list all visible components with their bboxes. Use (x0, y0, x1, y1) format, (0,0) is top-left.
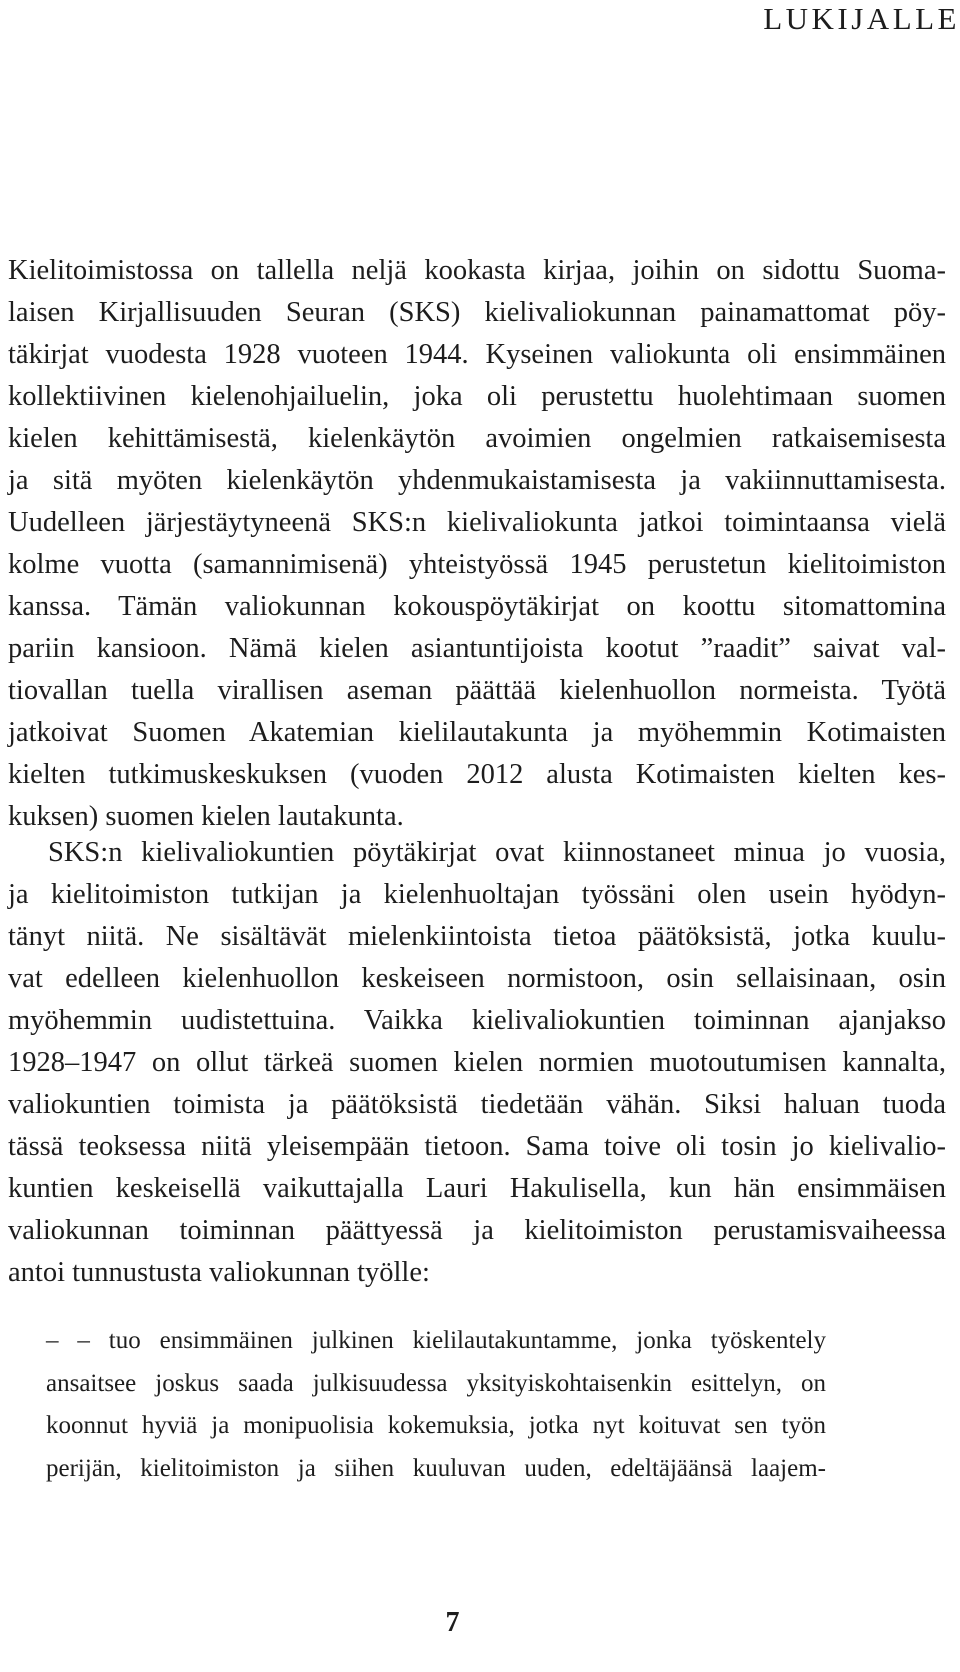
page-number: 7 (445, 1607, 460, 1638)
text-line: valiokunnan toiminnan päättyessä ja kielitoimiston perustamisvaiheessa (8, 1215, 946, 1246)
text-line: kolme vuotta (samannimisenä) yhteistyössä 1945 perustetun kielitoimiston (8, 549, 946, 580)
quote-line: – – tuo ensimmäinen julkinen kielilautakuntamme, jonka työskentely (46, 1327, 826, 1354)
text-line: tiovallan tuella virallisen aseman päättää kielenhuollon normeista. Työtä (8, 675, 946, 706)
text-line: kollektiivinen kielenohjailuelin, joka oli perustettu huolehtimaan suomen (8, 381, 946, 412)
text-line: SKS:n kielivaliokuntien pöytäkirjat ovat kiinnostaneet minua jo vuosia, (48, 837, 946, 868)
quote-line: koonnut hyviä ja monipuolisia kokemuksia, jotka nyt koituvat sen työn (46, 1412, 826, 1439)
text-line: ja kielitoimiston tutkijan ja kielenhuoltajan työssäni olen usein hyödyn- (8, 879, 946, 910)
text-line: tässä teoksessa niitä yleisempään tietoon. Sama toive oli tosin jo kielivalio- (8, 1131, 946, 1162)
quote-line: perijän, kielitoimiston ja siihen kuuluvan uuden, edeltäjäänsä laajem- (46, 1454, 826, 1482)
quote-line: ansaitsee joskus saada julkisuudessa yksityiskohtaisenkin esittelyn, on (46, 1369, 826, 1397)
block-quote (46, 1320, 826, 1490)
text-line: kanssa. Tämän valiokunnan kokouspöytäkirjat on koottu sitomattomina (8, 591, 946, 622)
text-line: tänyt niitä. Ne sisältävät mielenkiintoista tietoa päätöksistä, jotka kuulu- (8, 921, 946, 952)
text-line: 1928–1947 on ollut tärkeä suomen kielen normien muotoutumisen kannalta, (8, 1047, 946, 1078)
text-line: antoi tunnustusta valiokunnan työlle: (8, 1257, 430, 1288)
page-heading: LUKIJALLE (763, 1, 960, 36)
text-line: Kielitoimistossa on tallella neljä kookasta kirjaa, joihin on sidottu Suoma- (8, 255, 946, 286)
text-line: kuksen) suomen kielen lautakunta. (8, 801, 404, 832)
text-line: laisen Kirjallisuuden Seuran (SKS) kielivaliokunnan painamattomat pöy- (8, 297, 946, 328)
paragraph-1 (8, 250, 946, 838)
text-line: jatkoivat Suomen Akatemian kielilautakunta ja myöhemmin Kotimaisten (8, 717, 946, 748)
text-line: kielen kehittämisestä, kielenkäytön avoimien ongelmien ratkaisemisesta (8, 423, 946, 454)
text-line: pariin kansioon. Nämä kielen asiantuntijoista kootut ”raadit” saivat val- (8, 633, 946, 664)
paragraph-2 (8, 832, 946, 1294)
text-line: Uudelleen järjestäytyneenä SKS:n kielivaliokunta jatkoi toimintaansa vielä (8, 507, 946, 538)
text-line: kuntien keskeisellä vaikuttajalla Lauri Hakulisella, kun hän ensimmäisen (8, 1173, 946, 1204)
text-line: täkirjat vuodesta 1928 vuoteen 1944. Kyseinen valiokunta oli ensimmäinen (8, 339, 946, 370)
text-line: vat edelleen kielenhuollon keskeiseen normistoon, osin sellaisinaan, osin (8, 963, 946, 994)
text-line: myöhemmin uudistettuina. Vaikka kielivaliokuntien toiminnan ajanjakso (8, 1005, 946, 1036)
text-line: kielten tutkimuskeskuksen (vuoden 2012 alusta Kotimaisten kielten kes- (8, 759, 946, 790)
text-line: ja sitä myöten kielenkäytön yhdenmukaistamisesta ja vakiinnuttamisesta. (8, 465, 946, 496)
text-line: valiokuntien toimista ja päätöksistä tiedetään vähän. Siksi haluan tuoda (8, 1089, 946, 1120)
